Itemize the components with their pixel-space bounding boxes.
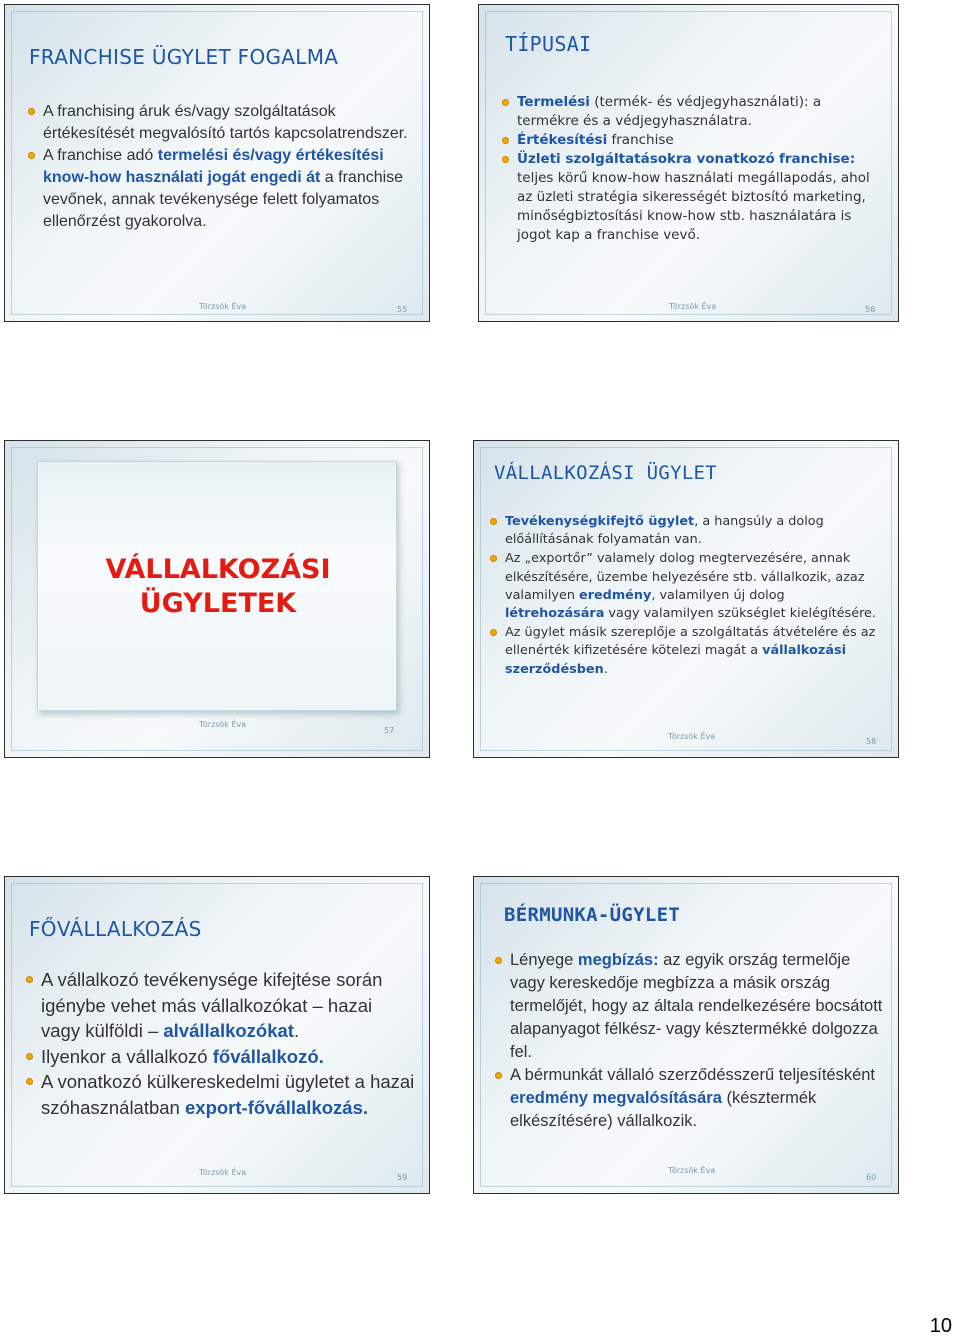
bullet-dot-icon <box>26 1053 33 1060</box>
bullet-text: Ilyenkor a vállalkozó <box>41 1045 213 1067</box>
bullet-text: A franchising áruk és/vagy szolgáltatások értékesítését megvalósító tartós kapcsolatrendszer. <box>43 103 408 142</box>
bullet-dot-icon <box>502 137 509 144</box>
slide-55-footer: Törzsök Éva <box>199 302 247 311</box>
bullet-text: vagy valamilyen szükséglet kielégítésére. <box>604 606 876 622</box>
slide-55-title: FRANCHISE ÜGYLET FOGALMA <box>29 45 339 69</box>
bullet-highlight: export-fővállalkozás. <box>185 1096 369 1118</box>
bullet-text: , valamilyen új dolog <box>651 587 785 603</box>
bullet-highlight: franchise: <box>779 151 856 167</box>
slide-57-title-line-1: VÁLLALKOZÁSI <box>105 554 331 585</box>
slide-55-content <box>5 5 429 321</box>
bullet-item <box>27 101 411 145</box>
slide-59 <box>4 876 430 1194</box>
page-number: 10 <box>929 1315 952 1337</box>
slide-55-bullets <box>27 101 411 233</box>
bullet-dot-icon <box>495 1072 502 1079</box>
slide-60-title: BÉRMUNKA-ÜGYLET <box>504 904 681 926</box>
bullet-text: Az „exportőr” valamely dolog megtervezésére, annak elkészítésére, üzembe helyezésére stb. vállalkozik, azaz valamilyen <box>505 551 865 603</box>
slide-58-bullets <box>489 513 881 680</box>
bullet-highlight: fővállalkozó. <box>212 1045 324 1067</box>
slide-56-bullets <box>501 93 881 245</box>
bullet-item <box>501 131 881 150</box>
bullet-item <box>25 967 415 1044</box>
bullet-highlight: vállalkozási szerződésben <box>505 643 846 677</box>
slide-60-content <box>474 877 898 1193</box>
slide-58-title: VÁLLALKOZÁSI ÜGYLET <box>494 462 718 484</box>
slide-56-number: 56 <box>865 305 876 314</box>
slide-56 <box>478 4 899 322</box>
slide-58 <box>473 440 899 758</box>
slide-57-footer: Törzsök Éva <box>199 720 247 729</box>
bullet-dot-icon <box>502 99 509 106</box>
slide-56-title: TÍPUSAI <box>505 32 592 56</box>
slide-60 <box>473 876 899 1194</box>
bullet-text: A vállalkozó tevékenysége kifejtése során igénybe vehet más vállalkozókat – hazai vagy külföldi – <box>41 969 383 1041</box>
bullet-dot-icon <box>490 555 497 562</box>
slide-57-title-line-2: ÜGYLETEK <box>139 588 297 619</box>
bullet-highlight: Tevékenységkifejtő ügylet <box>505 514 695 529</box>
bullet-item <box>489 624 881 679</box>
slide-60-footer: Törzsök Éva <box>668 1166 716 1175</box>
slide-59-number: 59 <box>397 1173 408 1182</box>
bullet-highlight: Üzleti szolgáltatásokra vonatkozó <box>517 151 775 167</box>
bullet-item <box>27 145 411 233</box>
bullet-item <box>494 1064 884 1133</box>
bullet-text: Az ügylet másik szereplője a szolgáltatás átvételére és az ellenérték kifizetésére kötelezi magát a <box>505 625 876 659</box>
bullet-dot-icon <box>26 1078 33 1085</box>
slide-58-footer: Törzsök Éva <box>668 732 716 741</box>
slide-58-number: 58 <box>866 737 877 746</box>
slide-57-content <box>5 441 429 757</box>
slide-60-number: 60 <box>866 1173 877 1182</box>
bullet-text: a franchise vevőnek, annak tevékenysége felett folyamatos ellenőrzést gyakorolva. <box>43 169 404 230</box>
bullet-dot-icon <box>502 156 509 163</box>
slide-59-footer: Törzsök Éva <box>199 1168 247 1177</box>
bullet-text: , a hangsúly a dolog előállításának folyamatán van. <box>505 514 824 548</box>
bullet-text: Lényege <box>510 951 578 969</box>
bullet-text: (késztermék elkészítésére) vállalkozik. <box>510 1089 817 1130</box>
bullet-dot-icon <box>495 957 502 964</box>
bullet-highlight: Értékesítési <box>517 132 608 148</box>
bullet-dot-icon <box>490 518 497 525</box>
bullet-dot-icon <box>28 152 35 159</box>
bullet-text: teljes körű know-how használati megállapodás, ahol az üzleti stratégia sikerességét biztosító marketing, minőségbiztosítási know-how stb. használatára is jogot kap a franchise vevő. <box>517 170 870 243</box>
slide-57-title <box>45 553 391 621</box>
bullet-text: . <box>603 661 608 677</box>
bullet-dot-icon <box>28 108 35 115</box>
bullet-item <box>25 1069 415 1120</box>
bullet-highlight: eredmény <box>579 587 652 603</box>
bullet-text: . <box>293 1020 300 1041</box>
bullet-text: franchise <box>607 132 674 148</box>
bullet-highlight: termelési és/vagy értékesítési know-how használati jogát engedi át <box>43 147 384 186</box>
slide-55-number: 55 <box>397 305 408 314</box>
slide-58-content <box>474 441 898 757</box>
slide-60-bullets <box>494 949 884 1133</box>
bullet-text: A vonatkozó külkereskedelmi ügyletet a hazai szóhasználatban <box>41 1071 415 1118</box>
slide-56-footer: Törzsök Éva <box>669 302 717 311</box>
bullet-text: A bérmunkát vállaló szerződésszerű teljesítésként <box>510 1066 876 1084</box>
bullet-item <box>489 550 881 623</box>
slide-57 <box>4 440 430 758</box>
bullet-item <box>25 1044 415 1070</box>
bullet-highlight: eredmény megvalósítására <box>510 1089 722 1107</box>
bullet-dot-icon <box>490 629 497 636</box>
bullet-item <box>501 150 881 245</box>
slide-56-content <box>479 5 898 321</box>
bullet-text: (termék- és védjegyhasználati): a termékre és a védjegyhasználatra. <box>517 94 822 129</box>
bullet-highlight: létrehozására <box>505 606 605 622</box>
bullet-item <box>489 513 881 549</box>
slide-59-bullets <box>25 967 415 1120</box>
bullet-highlight: megbízás: <box>577 951 659 969</box>
bullet-text: A franchise adó <box>43 147 158 164</box>
bullet-item <box>501 93 881 131</box>
slide-59-content <box>5 877 429 1193</box>
bullet-highlight: alvállalkozókat <box>163 1020 294 1041</box>
slide-57-number: 57 <box>384 726 395 735</box>
bullet-text: az egyik ország termelője vagy kereskedője megbízza a másik ország termelőjét, hogy az általa rendelkezésére bocsátott alapanyagot félkész- vagy késztermékké dolgozza fel. <box>510 951 883 1061</box>
bullet-item <box>494 949 884 1064</box>
slide-55 <box>4 4 430 322</box>
bullet-highlight: Termelési <box>517 94 590 110</box>
bullet-dot-icon <box>26 976 33 983</box>
slide-59-title: FŐVÁLLALKOZÁS <box>29 917 202 941</box>
